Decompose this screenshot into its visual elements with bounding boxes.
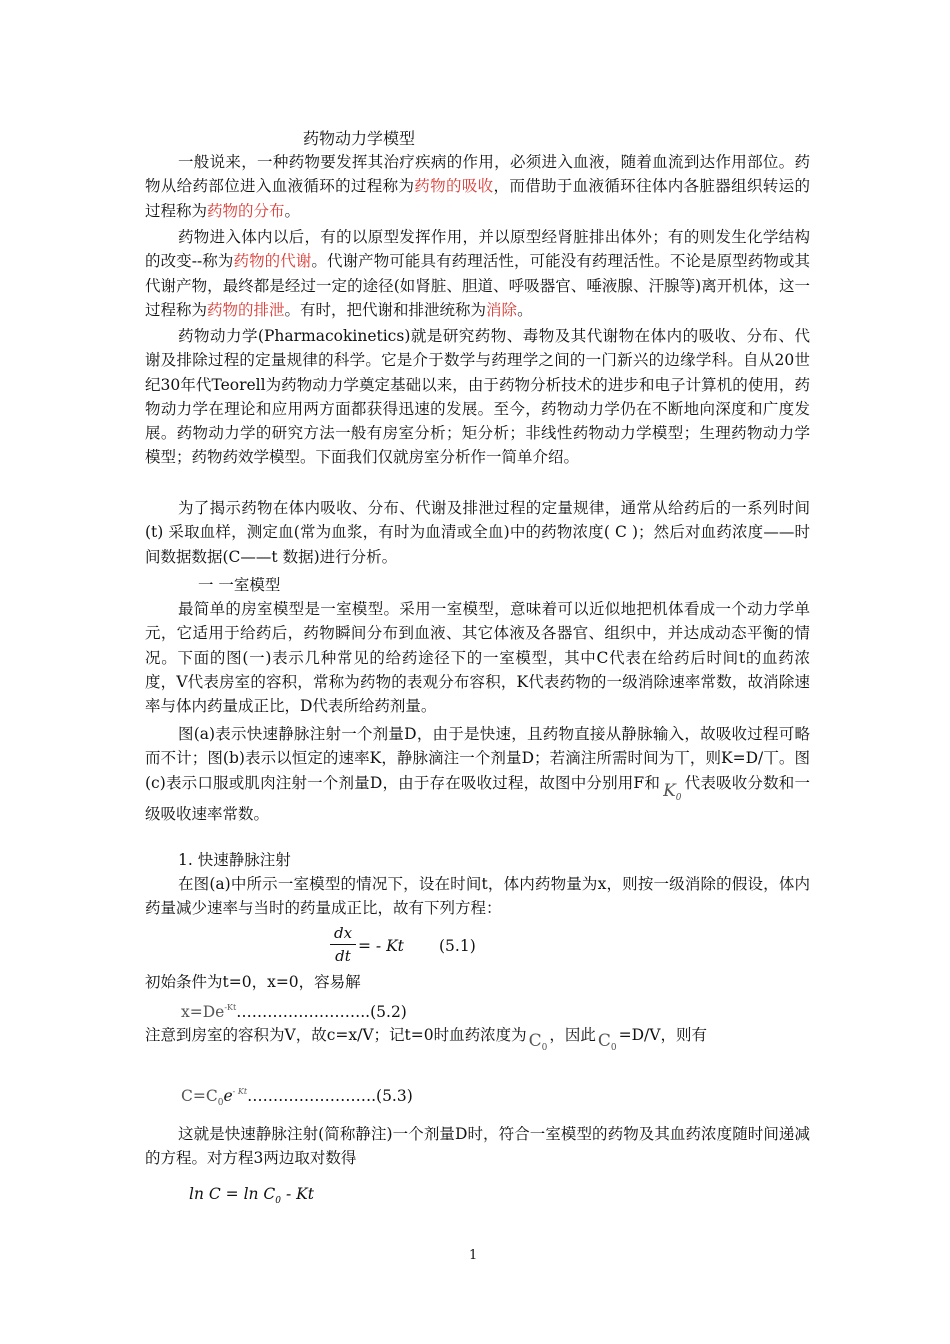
symbol-k0 [663,781,681,801]
fraction-numerator: dx [333,924,353,942]
symbol-c: C [528,1031,542,1051]
term-elimination: 消除 [486,300,518,319]
subscript: 0 [275,1196,282,1206]
initial-condition: 初始条件为t=0，x=0，容易解 [145,973,361,991]
eq-lhs: x=De [181,1003,225,1021]
paragraph-figures [145,722,810,826]
equation-5-2 [181,996,407,1024]
text: 一般说来，一种药物要发挥其治疗疾病的作用，必须进入血液，随着血流到达作用部位。药物从给药部位进入血液循环的过程称为 [145,153,810,196]
text: 代表吸收分数和一级吸收速率常数。 [145,773,810,823]
equation-label: (5.2) [370,1003,407,1021]
equation-log [189,1182,314,1213]
text: ，而借助于血液循环往体内各脏器组织转运的过程称为 [145,177,810,220]
euler-e: e [223,1087,233,1105]
symbol-c0 [529,1031,548,1051]
term-absorption: 药物的吸收 [414,177,494,196]
term-distribution: 药物的分布 [207,201,285,220]
paragraph-assumption: 在图(a)中所示一室模型的情况下，设在时间t，体内药物量为x，则按一级消除的假设，体内药量减少速率与当时的药量成正比，故有下列方程： [145,875,810,918]
fraction-denominator: dt [335,947,351,965]
text: 。 [284,201,301,220]
page-title: 药物动力学模型 [303,129,416,148]
superscript: -Kt [224,1003,237,1012]
paragraph-sampling: 为了揭示药物在体内吸收、分布、代谢及排泄过程的定量规律，通常从给药后的一系列时间 (t) 采取血样，测定血(常为血浆，有时为血清或全血)中的药物浓度( C )；然后对血药浓度——时间数据数据(C——t 数据)进行分析。 [145,499,810,566]
superscript: - Kt [232,1087,248,1096]
note-line [145,1023,707,1054]
equation-label: (5.3) [376,1087,413,1105]
subscript: 0 [217,1098,224,1108]
subscript: 0 [610,1043,617,1053]
text: 图(a)表示快速静脉注射一个剂量D，由于是快速，且药物直接从静脉输入，故吸收过程可略而不计；图(b)表示以恒定的速率K，静脉滴注一个剂量D；若滴注所需时间为丅，则K=D/丅。图(c)表示口服或肌肉注射一个剂量D，由于存在吸收过程，故图中分别用F和 [145,725,810,792]
equation-5-1-rhs: = - Kt [358,937,404,955]
symbol-k: K [663,780,676,801]
leader-dots: ……………………. [247,1087,377,1105]
equation-5-1-fraction [330,924,356,965]
equation-5-3 [181,1080,413,1115]
text: 。有时，把代谢和排泄统称为 [284,300,487,319]
subscript: 0 [675,792,682,803]
eq-text: - Kt [281,1185,314,1203]
text: 。代谢产物可能具有药理活性，可能没有药理活性。不论是原型药物或其代谢产物，最终都是经过一定的途径(如肾脏、胆道、呼吸器官、唾液腺、汗腺等)离开机体，这一过程称为 [145,252,810,319]
subscript: 0 [541,1043,548,1053]
paragraph-one-compartment: 最简单的房室模型是一室模型。采用一室模型，意味着可以近似地把机体看成一个动力学单元，它适用于给药后，药物瞬间分布到血液、其它体液及各器官、组织中，并达成动态平衡的情况。下面的图(一)表示几种常见的给药途径下的一室模型，其中C代表在给药后时间t的血药浓度，V代表房室的容积，常称为药物的表观分布容积，K代表药物的一级消除速率常数，故消除速率与体内药量成正比，D代表所给药剂量。 [145,600,810,716]
section-heading: 一 一室模型 [198,576,281,594]
page-number: 1 [469,1248,478,1263]
term-metabolism: 药物的代谢 [233,252,312,271]
term-excretion: 药物的排泄 [207,300,285,319]
paragraph-conclusion: 这就是快速静脉注射(简称静注)一个剂量D时，符合一室模型的药物及其血药浓度随时间递减的方程。对方程3两边取对数得 [145,1125,810,1168]
symbol-c0 [598,1031,617,1051]
text: 注意到房室的容积为V，故c=x/V；记t=0时血药浓度为 [145,1026,527,1044]
equation-5-1-label: (5.1) [439,937,476,955]
paragraph-pharmacokinetics: 药物动力学(Pharmacokinetics)就是研究药物、毒物及其代谢物在体内的吸收、分布、代谢及排除过程的定量规律的科学。它是介于数学与药理学之间的一门新兴的边缘学科。自从20世纪30年代Teorell为药物动力学奠定基础以来，由于药物分析技术的进步和电子计算机的使用，药物动力学在理论和应用两方面都获得迅速的发展。至今，药物动力学仍在不断地向深度和广度发展。药物动力学的研究方法一般有房室分析；矩分析；非线性药物动力学模型；生理药物动力学模型；药物药效学模型。下面我们仅就房室分析作一简单介绍。 [145,327,810,467]
paragraph-metabolism [145,225,810,322]
text: 。 [517,300,533,319]
text: ，因此 [549,1026,596,1044]
text: =D/V，则有 [618,1026,707,1044]
eq-lhs: C=C [181,1087,218,1105]
eq-text: ln C = ln C [189,1185,276,1203]
leader-dots: …………………….. [236,1003,371,1021]
fraction-bar [330,944,356,945]
text: 药物进入体内以后，有的以原型发挥作用，并以原型经肾脏排出体外；有的则发生化学结构的改变--称为 [145,228,810,271]
symbol-c: C [597,1031,611,1051]
subsection-heading: 1. 快速静脉注射 [178,851,291,869]
paragraph-absorption [145,150,810,223]
